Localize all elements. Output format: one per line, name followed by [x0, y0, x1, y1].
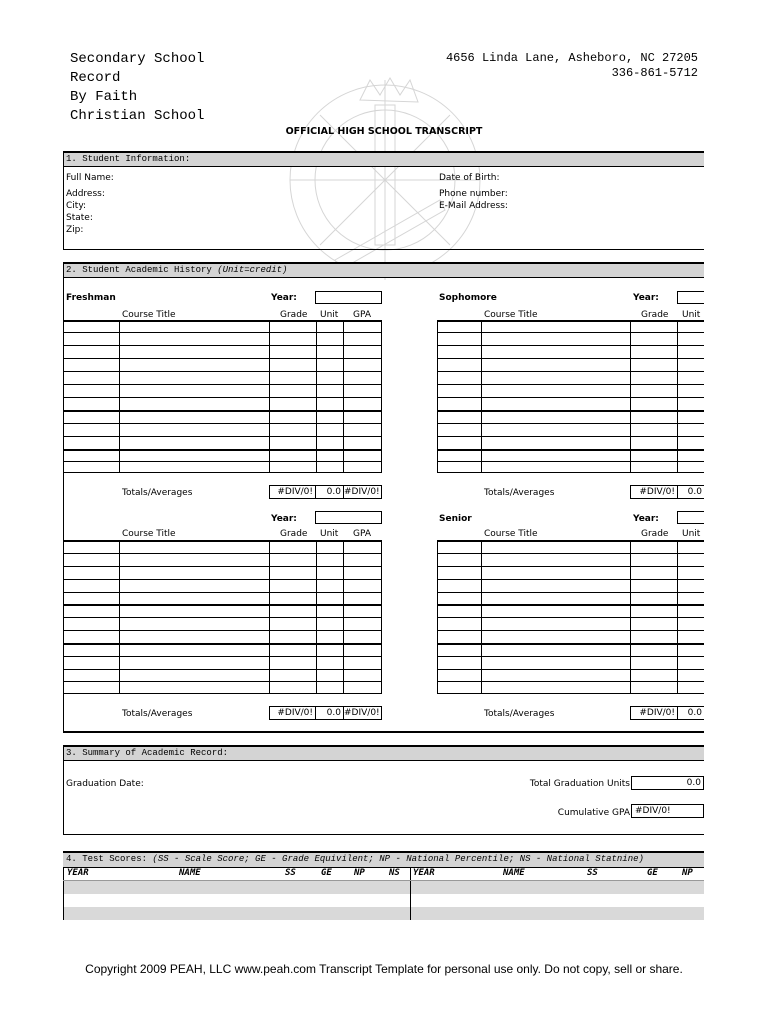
test-right-col-ss: SS — [587, 868, 598, 878]
test-left-col-np: NP — [354, 868, 365, 878]
test-left-col-year: YEAR — [67, 868, 89, 878]
student-info-right — [439, 172, 508, 212]
sophomore-col-grade: Grade — [641, 310, 669, 320]
state-label: State: — [66, 213, 93, 223]
junior-unit-total: 0.0 — [315, 706, 344, 720]
phone-line: 336-861-5712 — [611, 66, 698, 80]
test-left-col-ge: GE — [321, 868, 332, 878]
page-title: OFFICIAL HIGH SCHOOL TRANSCRIPT — [285, 126, 483, 137]
senior-year-input[interactable] — [677, 511, 704, 524]
dob-label: Date of Birth: — [439, 173, 500, 183]
freshman-totals-label: Totals/Averages — [122, 488, 193, 498]
senior-grade-total: #DIV/0! — [630, 706, 678, 720]
test-right-col-name: NAME — [503, 868, 525, 878]
stripe-row — [63, 881, 704, 894]
junior-year-label: Year: — [271, 514, 297, 524]
section-2-title: 2. Student Academic History — [66, 265, 212, 275]
sophomore-col-unit: Unit — [682, 310, 701, 320]
graduation-date-label: Graduation Date: — [66, 779, 144, 789]
sophomore-course-table[interactable] — [437, 320, 704, 473]
junior-gpa-total: #DIV/0! — [343, 706, 382, 720]
address-label: Address: — [66, 189, 105, 199]
sophomore-unit-total: 0.0 — [677, 485, 704, 499]
section-2-header — [63, 262, 704, 278]
junior-col-course: Course Title — [122, 529, 176, 539]
junior-totals-label: Totals/Averages — [122, 709, 193, 719]
cumulative-gpa-label: Cumulative GPA — [557, 808, 630, 818]
test-right-col-year: YEAR — [413, 868, 435, 878]
test-scores-table[interactable] — [63, 868, 704, 920]
student-info-left — [66, 172, 114, 236]
senior-year-label: Year: — [633, 514, 659, 524]
senior-col-unit: Unit — [682, 529, 701, 539]
cumulative-gpa-value: #DIV/0! — [631, 804, 704, 818]
test-left-col-ss: SS — [285, 868, 296, 878]
senior-course-table[interactable] — [437, 540, 704, 694]
junior-year-input[interactable] — [315, 511, 382, 524]
senior-col-course: Course Title — [484, 529, 538, 539]
test-right-col-ge: GE — [647, 868, 658, 878]
section-1-title: 1. Student Information: — [66, 154, 191, 164]
email-label: E-Mail Address: — [439, 201, 508, 211]
freshman-col-grade: Grade — [280, 310, 308, 320]
city-label: City: — [66, 201, 87, 211]
stripe-row — [63, 907, 704, 920]
section-1-header — [63, 151, 704, 167]
freshman-course-table[interactable] — [63, 320, 382, 473]
section-2-note: (Unit=credit) — [217, 265, 288, 275]
junior-col-unit: Unit — [320, 529, 339, 539]
section-3-title: 3. Summary of Academic Record: — [66, 748, 229, 758]
test-left-col-ns: NS — [389, 868, 400, 878]
junior-col-grade: Grade — [280, 529, 308, 539]
school-name: Secondary School Record By Faith Christian School — [70, 51, 205, 124]
freshman-year-label: Year: — [271, 293, 297, 303]
total-units-label: Total Graduation Units — [529, 779, 630, 789]
freshman-grade-total: #DIV/0! — [269, 485, 316, 499]
freshman-col-course: Course Title — [122, 310, 176, 320]
freshman-label: Freshman — [66, 293, 116, 303]
sophomore-grade-total: #DIV/0! — [630, 485, 678, 499]
sophomore-year-label: Year: — [633, 293, 659, 303]
test-right-col-np: NP — [682, 868, 693, 878]
senior-col-grade: Grade — [641, 529, 669, 539]
freshman-col-gpa: GPA — [353, 310, 371, 320]
senior-label: Senior — [439, 514, 472, 524]
section-4-title: 4. Test Scores: — [66, 854, 148, 864]
address-line: 4656 Linda Lane, Asheboro, NC 27205 — [445, 51, 698, 65]
sophomore-totals-label: Totals/Averages — [484, 488, 555, 498]
freshman-unit-total: 0.0 — [315, 485, 344, 499]
senior-totals-label: Totals/Averages — [484, 709, 555, 719]
copyright-footer: Copyright 2009 PEAH, LLC www.peah.com Transcript Template for personal use only. Do not copy, sell or share. — [85, 962, 683, 976]
junior-course-table[interactable] — [63, 540, 382, 694]
sophomore-col-course: Course Title — [484, 310, 538, 320]
zip-label: Zip: — [66, 225, 84, 235]
section-3-header — [63, 745, 704, 761]
sophomore-year-input[interactable] — [677, 291, 704, 304]
section-4-note: (SS - Scale Score; GE - Grade Equivilent; NP - National Percentile; NS - National Statnine) — [152, 854, 644, 864]
freshman-col-unit: Unit — [320, 310, 339, 320]
section-4-header — [63, 851, 704, 868]
full-name-label: Full Name: — [66, 173, 114, 183]
junior-col-gpa: GPA — [353, 529, 371, 539]
senior-unit-total: 0.0 — [677, 706, 704, 720]
freshman-year-input[interactable] — [315, 291, 382, 304]
phone-label: Phone number: — [439, 189, 508, 199]
total-units-value: 0.0 — [631, 776, 704, 790]
school-address — [446, 51, 698, 81]
sophomore-label: Sophomore — [439, 293, 497, 303]
junior-grade-total: #DIV/0! — [269, 706, 316, 720]
test-left-col-name: NAME — [179, 868, 201, 878]
freshman-gpa-total: #DIV/0! — [343, 485, 382, 499]
